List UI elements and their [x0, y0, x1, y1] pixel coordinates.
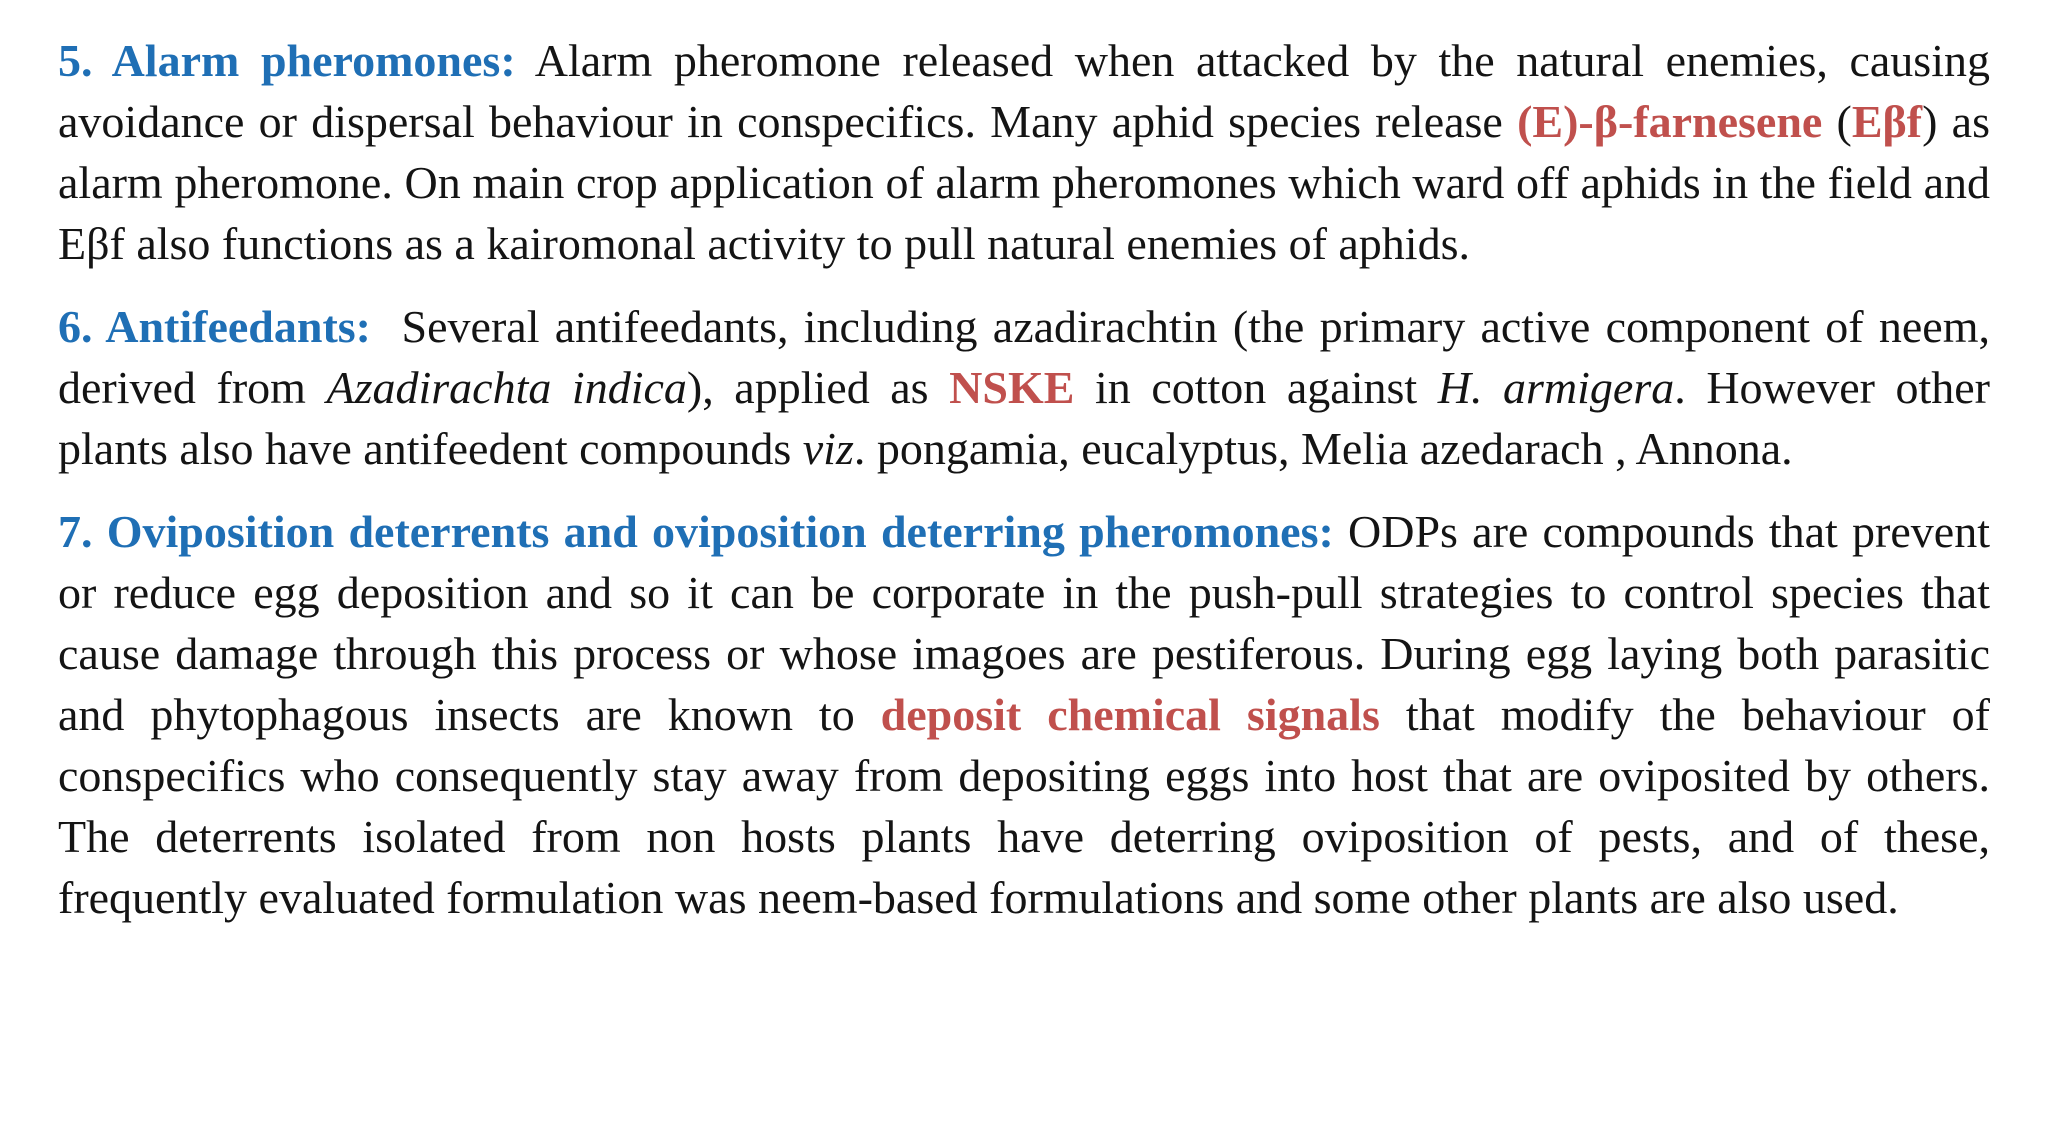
- italic-term: viz: [802, 423, 854, 474]
- highlight-term: Eβf: [1851, 96, 1923, 147]
- section-heading: 5. Alarm pheromones:: [58, 35, 516, 86]
- section-antifeedants: [58, 296, 2002, 479]
- highlight-term: deposit chemical signals: [880, 689, 1380, 740]
- body-text: Alarm pheromone released when attacked by the natural enemies, causing avoidance or dispersal behaviour in conspecifics. Many aphid species release: [58, 35, 1990, 147]
- italic-term: H. armigera: [1437, 362, 1675, 413]
- body-text: . pongamia, eucalyptus, Melia azedarach , Annona.: [853, 423, 1793, 474]
- body-text: that modify the behaviour of conspecifics who consequently stay away from depositing eggs into host that are oviposited by others. The deterrents isolated from non hosts plants have deterring oviposition of pests, and of these, frequently evaluated formulation was neem-based formulations and some other plants are also used.: [58, 689, 1990, 923]
- highlight-term: NSKE: [949, 362, 1075, 413]
- highlight-term: (E)-β-farnesene: [1517, 96, 1823, 147]
- section-oviposition-deterrents: [58, 501, 1990, 928]
- body-text: ), applied as: [686, 362, 950, 413]
- section-heading: 7. Oviposition deterrents and oviposition deterring pheromones:: [58, 506, 1334, 557]
- body-text: (: [1822, 96, 1852, 147]
- body-text: in cotton against: [1074, 362, 1438, 413]
- italic-term: Azadirachta indica: [326, 362, 687, 413]
- section-alarm-pheromones: [58, 30, 1990, 274]
- body-text: . However other plants also have antifeedent compounds: [58, 362, 1991, 474]
- body-text: ODPs are compounds that prevent or reduce egg deposition and so it can be corporate in the push-pull strategies to control species that cause damage through this process or whose imagoes are pestiferous. During egg laying both parasitic and phytophagous insects are known to: [58, 506, 1990, 740]
- section-heading: 6. Antifeedants:: [58, 301, 371, 352]
- body-text: ) as alarm pheromone. On main crop application of alarm pheromones which ward off aphids in the field and Eβf also functions as a kairomonal activity to pull natural enemies of aphids.: [58, 96, 1990, 269]
- body-text: Several antifeedants, including azadirachtin (the primary active component of neem, derived from: [58, 301, 2002, 413]
